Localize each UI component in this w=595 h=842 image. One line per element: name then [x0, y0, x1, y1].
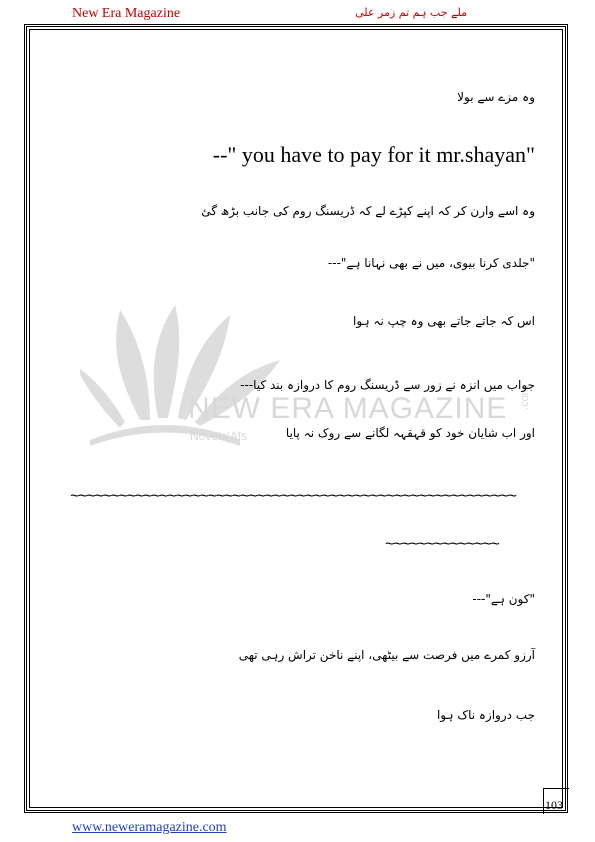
body-line: "کون ہے"---: [472, 592, 535, 606]
body-line: وہ اسے وارن کر کہ اپنے کپڑے لے کہ ڈریسنگ روم کی جانب بڑھ گئ: [201, 204, 535, 218]
body-line: اس کہ جاتے جاتے بھی وہ چپ نہ ہوا: [353, 314, 535, 328]
body-line: اور اب شایان خود کو قہقہہ لگانے سے روک نہ پایا: [285, 426, 535, 440]
body-line: جب دروازہ ناک ہوا: [436, 708, 535, 722]
body-line: "جلدی کرنا بیوی، میں نے بھی نہانا ہے"---: [327, 256, 535, 270]
watermark-brand: NEW ERA MAGAZINE: [188, 392, 508, 425]
watermark-tagline: Novels|Afs: [190, 429, 248, 443]
footer-website-link[interactable]: www.neweramagazine.com: [72, 820, 227, 835]
body-line: وہ مزے سے بولا: [457, 90, 535, 104]
page-number: 103: [545, 798, 563, 812]
body-line: جواب میں انزہ نے زور سے ڈریسنگ روم کا دروازہ بند کیا---: [240, 378, 535, 392]
body-line: آرزو کمرے میں فرصت سے بیٹھی، اپنے ناخن تراش رہی تھی: [238, 648, 535, 662]
body-line-english: --" you have to pay for it mr.shayan": [212, 142, 535, 167]
separator-short: ~~~~~~~~~~~~~~: [385, 536, 499, 554]
separator-long: ~~~~~~~~~~~~~~~~~~~~~~~~~~~~~~~~~~~~~~~~~~~~~~~~~~~~~~~: [70, 488, 516, 506]
magazine-name: New Era Magazine: [72, 6, 181, 21]
watermark-domain: .com: [519, 386, 531, 410]
novel-title: ملے جب ہم تم زمر علی: [355, 6, 467, 19]
